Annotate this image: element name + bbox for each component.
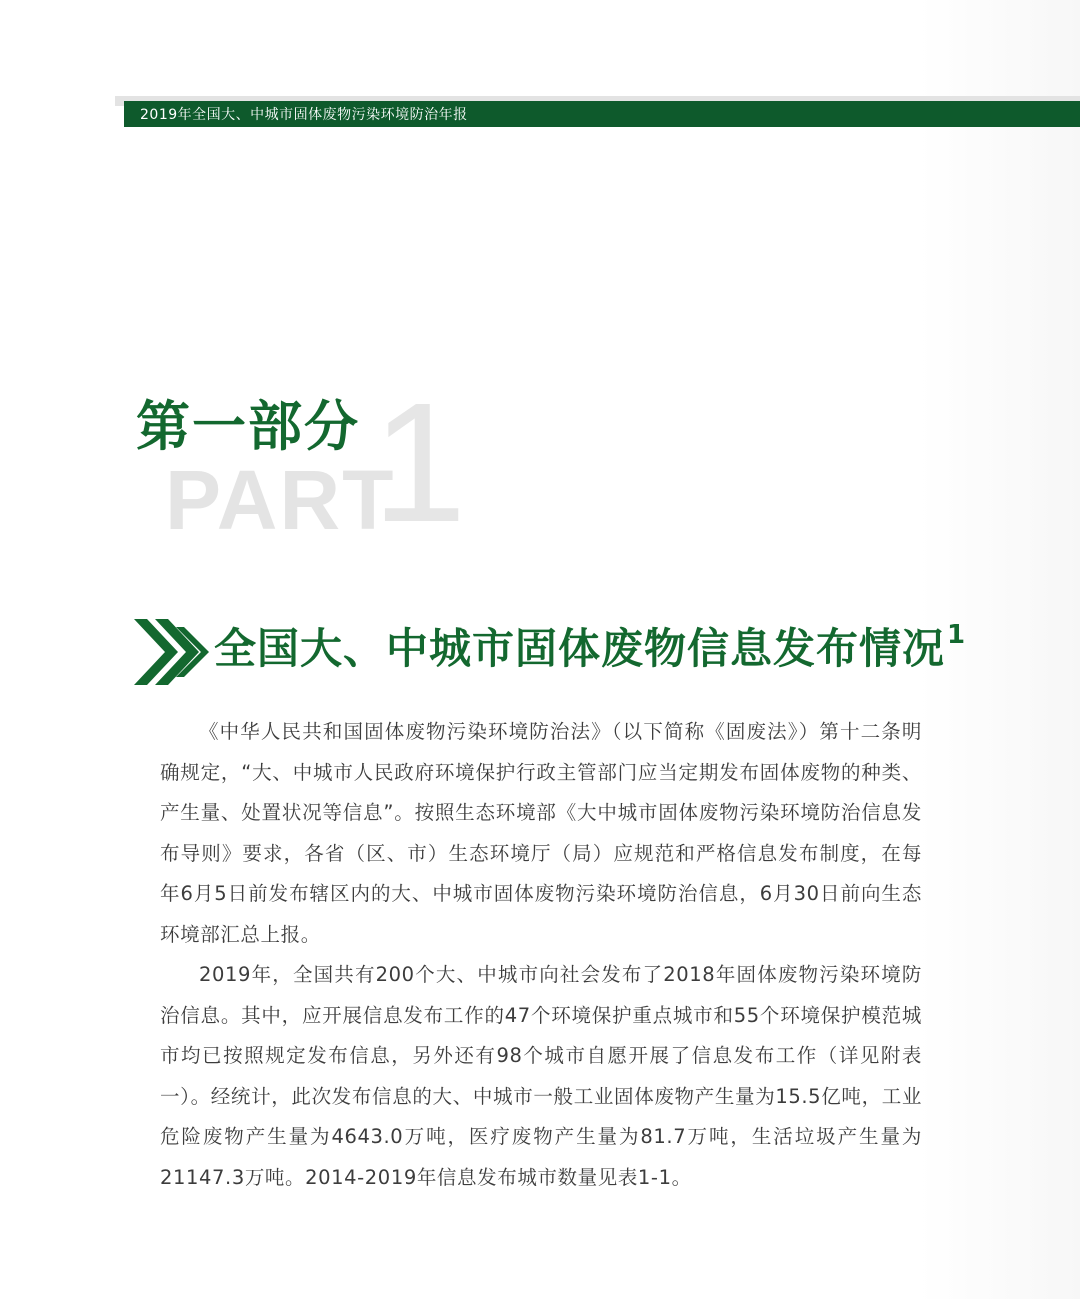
footnote-marker: 1 xyxy=(947,620,967,650)
part-title: 第一部分 xyxy=(136,395,360,458)
running-header-title: 2019年全国大、中城市固体废物污染环境防治年报 xyxy=(140,107,468,123)
section-heading-text: 全国大、中城市固体废物信息发布情况 xyxy=(214,624,946,673)
body-paragraph: 2019年，全国共有200个大、中城市向社会发布了2018年固体废物污染环境防治信息。其中，应开展信息发布工作的47个环境保护重点城市和55个环境保护模范城市均已按照规定发布信息，另外还有98个城市自愿开展了信息发布工作（详见附表一）。经统计，此次发布信息的大、中城市一般工业固体废物产生量为15.5亿吨，工业危险废物产生量为4643.0万吨，医疗废物产生量为81.7万吨，生活垃圾产生量为21147.3万吨。2014-2019年信息发布城市数量见表1-1。 xyxy=(160,963,922,1189)
body-paragraph: 《中华人民共和国固体废物污染环境防治法》（以下简称《固废法》）第十二条明确规定，“大、中城市人民政府环境保护行政主管部门应当定期发布固体废物的种类、产生量、处置状况等信息”。按照生态环境部《大中城市固体废物污染环境防治信息发布导则》要求，各省（区、市）生态环境厅（局）应规范和严格信息发布制度，在每年6月5日前发布辖区内的大、中城市固体废物污染环境防治信息，6月30日前向生态环境部汇总上报。 xyxy=(160,720,922,946)
running-header xyxy=(124,101,1080,127)
double-chevron-right-icon xyxy=(134,619,212,685)
part-watermark-word: PART xyxy=(165,453,396,547)
body-text xyxy=(160,712,922,1198)
part-watermark-number: 1 xyxy=(372,368,467,558)
section-heading xyxy=(214,621,966,677)
